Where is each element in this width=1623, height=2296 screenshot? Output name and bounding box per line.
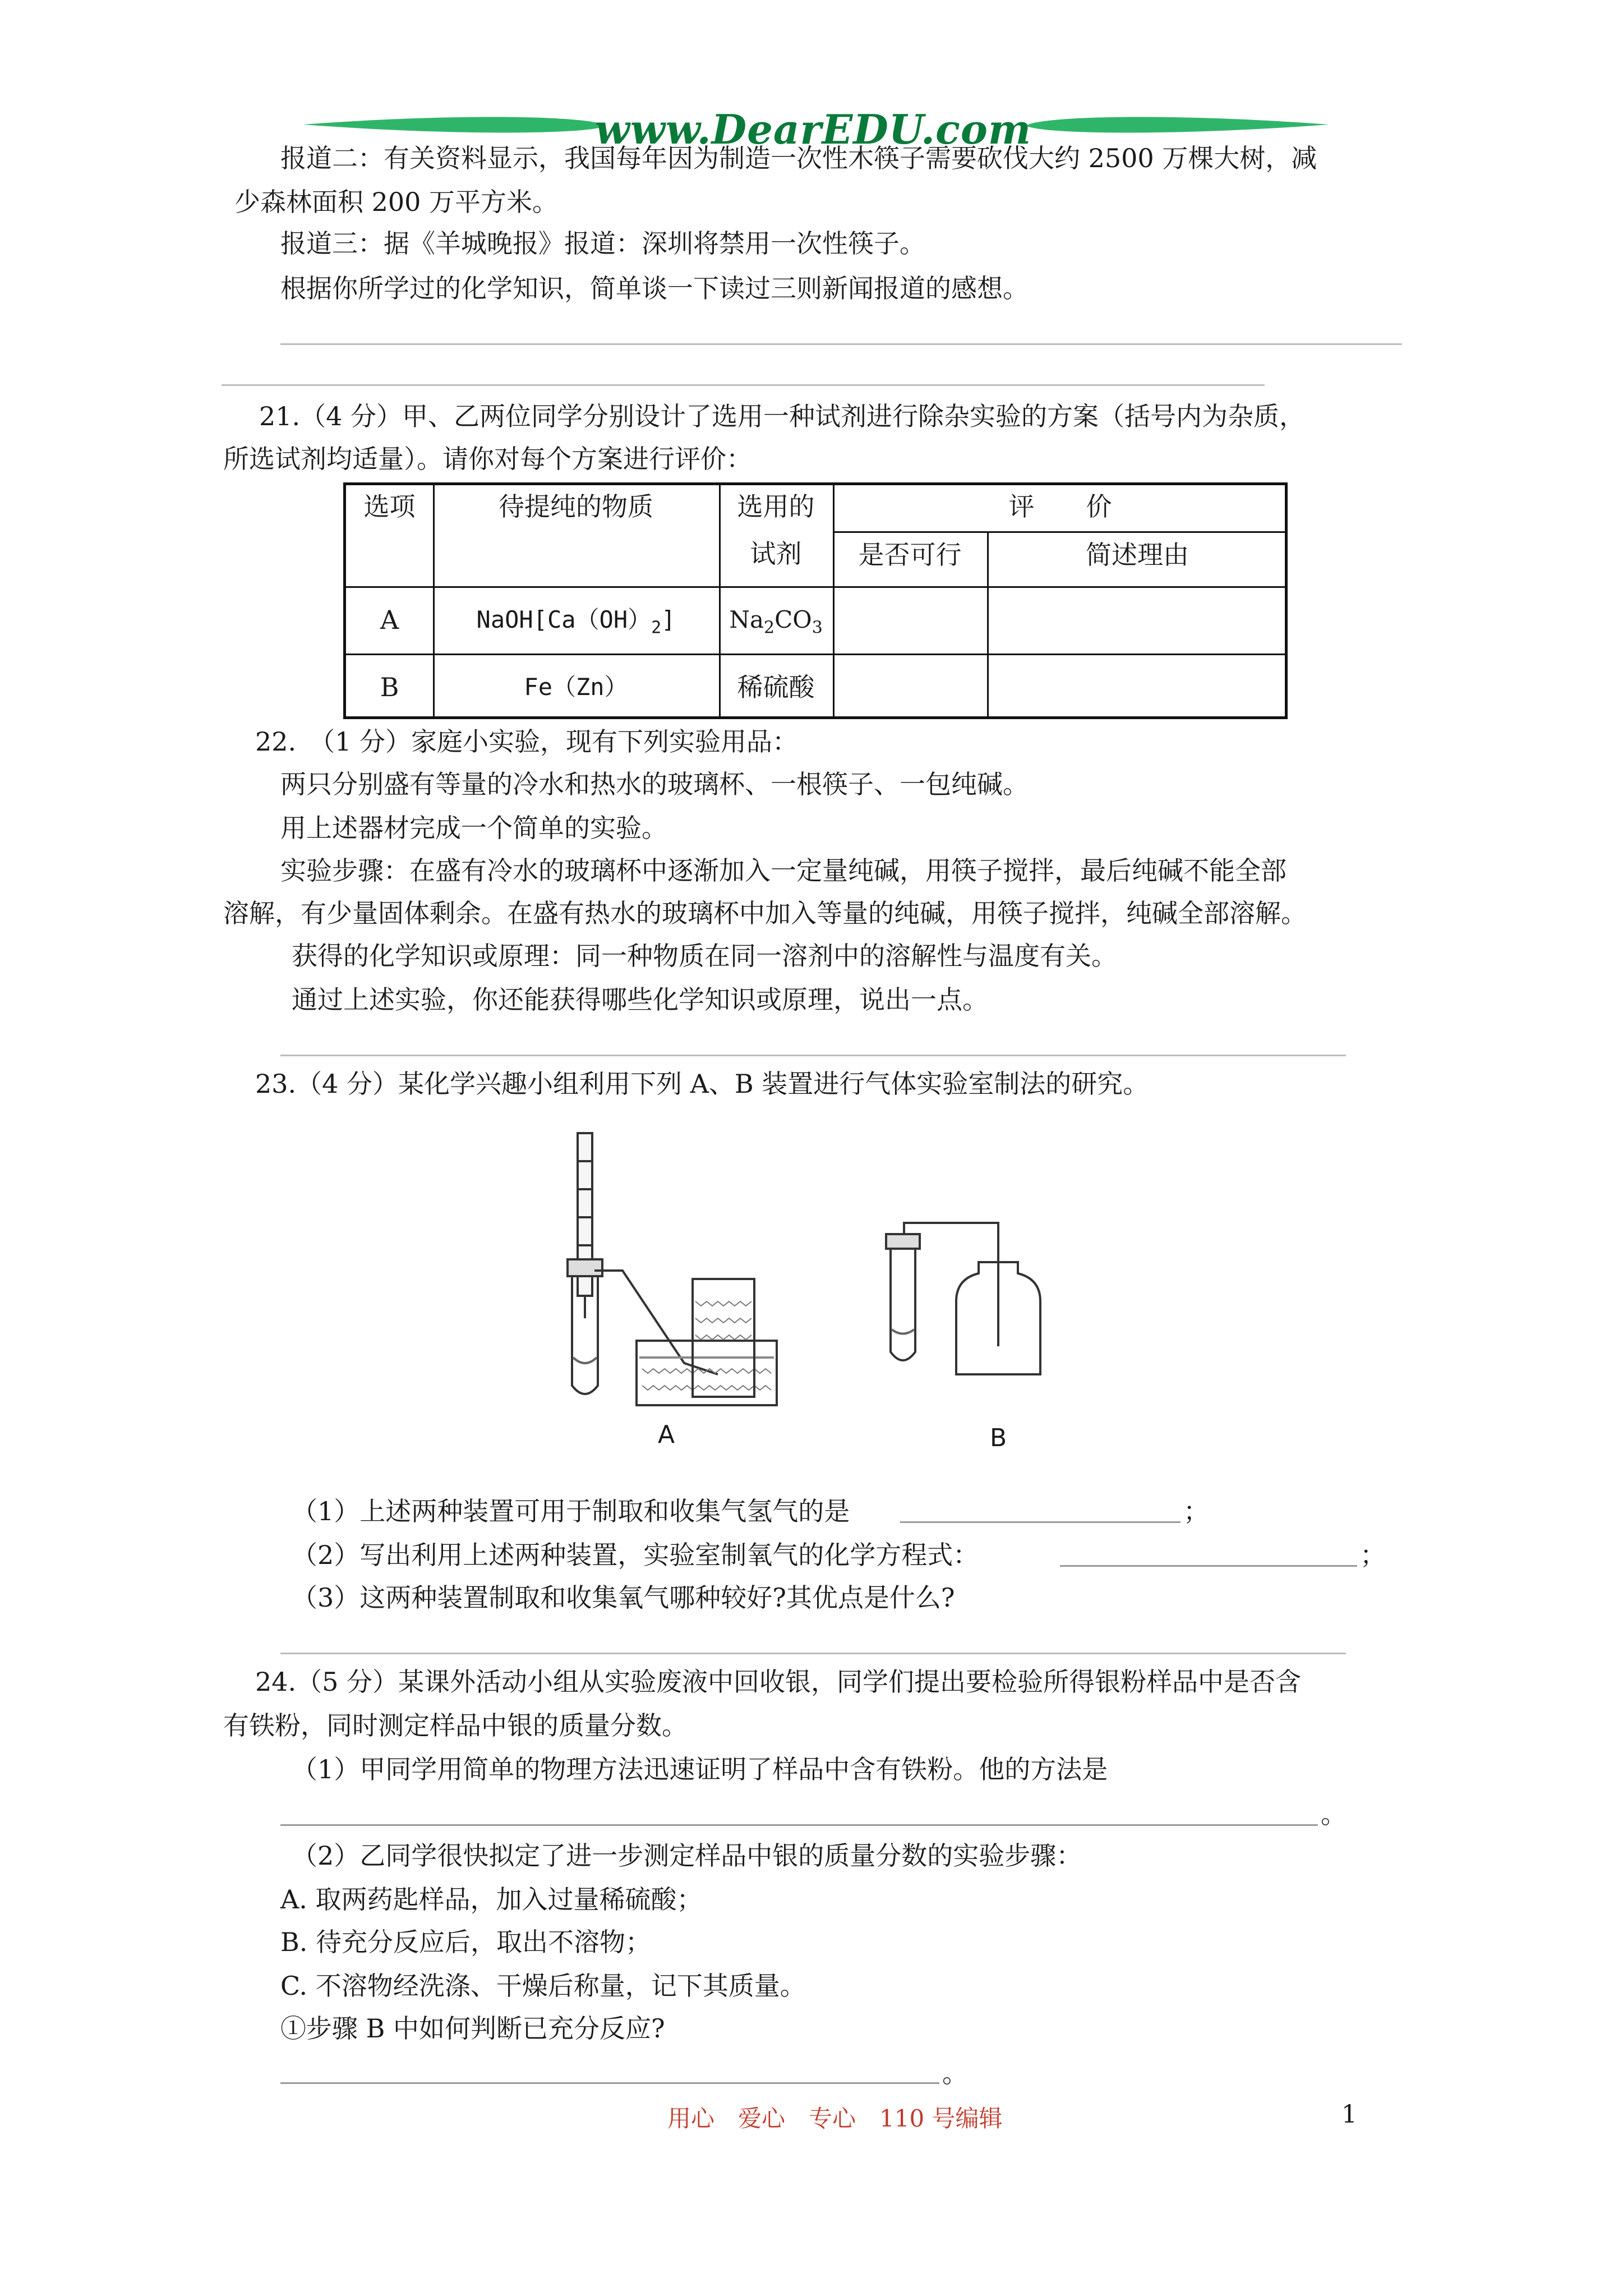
answer-line bbox=[280, 1653, 1346, 1654]
q23-sub1: （1）上述两种装置可用于制取和收集气氢气的是 bbox=[292, 1496, 850, 1526]
q22-steps-line2: 溶解，有少量固体剩余。在盛有热水的玻璃杯中加入等量的纯碱，用筷子搅拌，纯碱全部溶解。 bbox=[223, 898, 1307, 928]
figure-label-b: B bbox=[990, 1424, 1007, 1452]
row-b-option: B bbox=[380, 672, 399, 702]
q24-circle1-end: 。 bbox=[942, 2058, 968, 2088]
q24-sub1-end: 。 bbox=[1321, 1799, 1347, 1829]
site-url: www.DearEDU.com bbox=[594, 105, 1032, 153]
header-reagent-line1: 选用的 bbox=[737, 491, 815, 522]
q21-line2: 所选试剂均适量）。请你对每个方案进行评价： bbox=[223, 444, 752, 474]
q23-sub2: （2）写出利用上述两种装置，实验室制氧气的化学方程式： bbox=[292, 1540, 979, 1570]
q24-step-c: C. 不溶物经洗涤、干燥后称量，记下其质量。 bbox=[280, 1971, 806, 2001]
q21-line1: 21.（4 分）甲、乙两位同学分别设计了选用一种试剂进行除杂实验的方案（括号内为杂质， bbox=[259, 401, 1306, 431]
q23-sub1-blank bbox=[900, 1521, 1181, 1523]
header-option: 选项 bbox=[363, 491, 416, 522]
page-number: 1 bbox=[1341, 2100, 1357, 2129]
q24-line2: 有铁粉，同时测定样品中银的质量分数。 bbox=[223, 1710, 688, 1741]
q24-step-b: B. 待充分反应后，取出不溶物； bbox=[280, 1927, 652, 1957]
q24-line1: 24.（5 分）某课外活动小组从实验废液中回收银，同学们提出要检验所得银粉样品中是否含 bbox=[255, 1667, 1302, 1697]
gas-apparatus-figure bbox=[550, 1122, 1110, 1470]
answer-line bbox=[280, 343, 1402, 345]
q22-knowledge: 获得的化学知识或原理：同一种物质在同一溶剂中的溶解性与温度有关。 bbox=[292, 941, 1117, 971]
answer-line bbox=[222, 384, 1265, 386]
row-a-reagent: $Na_2CO_3$ bbox=[729, 606, 823, 638]
q22-items: 两只分别盛有等量的冷水和热水的玻璃杯、一根筷子、一包纯碱。 bbox=[280, 769, 1029, 799]
q22-question: 通过上述实验，你还能获得哪些化学知识或原理，说出一点。 bbox=[292, 984, 988, 1015]
header-evaluation: 评 价 bbox=[1008, 491, 1112, 522]
q23-sub1-end: ； bbox=[1183, 1496, 1209, 1526]
q22-task: 用上述器材完成一个简单的实验。 bbox=[280, 813, 667, 843]
q24-sub2: （2）乙同学很快拟定了进一步测定样品中银的质量分数的实验步骤： bbox=[292, 1841, 1082, 1871]
q24-sub1: （1）甲同学用简单的物理方法迅速证明了样品中含有铁粉。他的方法是 bbox=[292, 1754, 1108, 1784]
q23-title: 23.（4 分）某化学兴趣小组利用下列 A、B 装置进行气体实验室制法的研究。 bbox=[255, 1069, 1149, 1099]
header-feasible: 是否可行 bbox=[858, 540, 962, 570]
q23-sub3: （3）这两种装置制取和收集氧气哪种较好?其优点是什么? bbox=[292, 1582, 955, 1613]
row-b-reagent: 稀硫酸 bbox=[737, 672, 815, 702]
q24-step-a: A. 取两药匙样品，加入过量稀硫酸； bbox=[280, 1884, 703, 1915]
report3-text: 报道三：据《羊城晚报》报道：深圳将禁用一次性筷子。 bbox=[280, 228, 925, 259]
purification-table bbox=[343, 482, 1288, 719]
header-reagent-line2: 试剂 bbox=[750, 539, 802, 569]
header-reason: 简述理由 bbox=[1086, 540, 1189, 570]
q23-sub2-end: ； bbox=[1360, 1540, 1386, 1570]
row-a-substance: $NaOH[Ca(OH)_2]$ bbox=[476, 606, 676, 638]
row-a-option: A bbox=[380, 605, 399, 635]
footer-credit: 用心 爱心 专心 110 号编辑 bbox=[667, 2105, 1003, 2132]
q24-circle1: ①步骤 B 中如何判断已充分反应? bbox=[280, 2013, 665, 2044]
row-b-substance: Fe（Zn） bbox=[524, 673, 628, 701]
q24-sub1-blank bbox=[280, 1824, 1318, 1826]
header-substance: 待提纯的物质 bbox=[499, 491, 653, 522]
q24-circle1-blank bbox=[280, 2082, 939, 2084]
answer-line bbox=[280, 1055, 1346, 1056]
report-prompt: 根据你所学过的化学知识，简单谈一下读过三则新闻报道的感想。 bbox=[280, 273, 1029, 303]
figure-label-a: A bbox=[658, 1420, 675, 1449]
report2-line2: 少森林面积 200 万平方米。 bbox=[234, 187, 559, 217]
q22-title: 22. （1 分）家庭小实验，现有下列实验用品： bbox=[255, 726, 799, 757]
report2-line1: 报道二：有关资料显示，我国每年因为制造一次性木筷子需要砍伐大约 2500 万棵大树，减 bbox=[280, 143, 1317, 173]
q22-steps-line1: 实验步骤：在盛有冷水的玻璃杯中逐渐加入一定量纯碱，用筷子搅拌，最后纯碱不能全部 bbox=[280, 855, 1287, 886]
q23-sub2-blank bbox=[1060, 1565, 1357, 1567]
